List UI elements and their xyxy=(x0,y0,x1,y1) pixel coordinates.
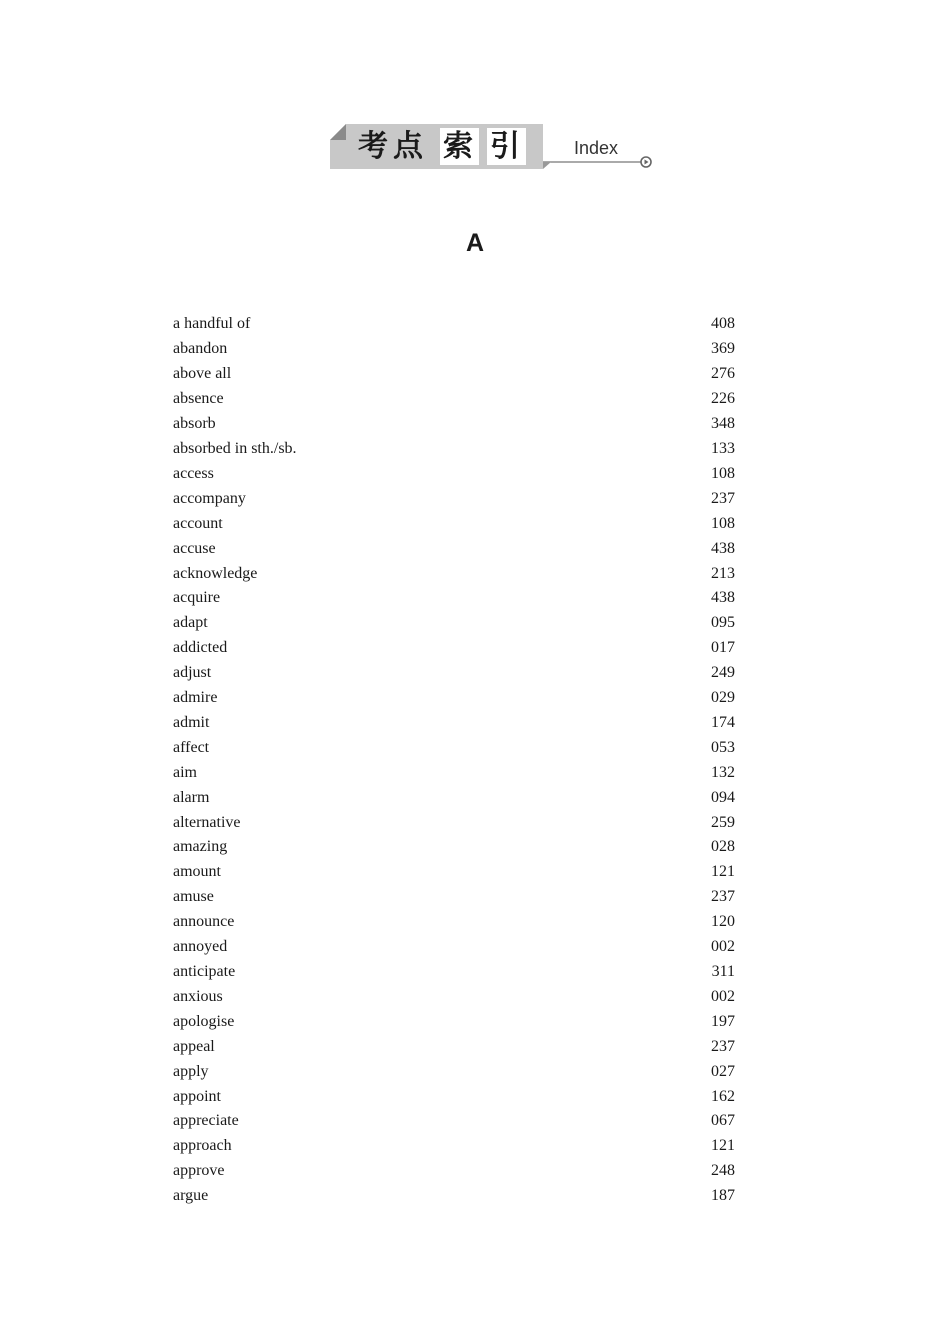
entry-page: 348 xyxy=(711,415,735,433)
entry-page: 067 xyxy=(711,1112,735,1130)
index-entry xyxy=(173,1009,735,1034)
entry-page: 121 xyxy=(711,1137,735,1155)
entry-page: 259 xyxy=(711,813,735,831)
index-label: Index xyxy=(574,138,619,158)
entry-term: abandon xyxy=(173,340,228,358)
entry-page: 311 xyxy=(711,963,735,981)
index-entry xyxy=(173,586,735,611)
entry-page: 226 xyxy=(711,390,735,408)
entry-page: 095 xyxy=(711,614,735,632)
entry-page: 094 xyxy=(711,788,735,806)
index-entry xyxy=(173,511,735,536)
entry-page: 017 xyxy=(711,639,735,657)
index-entry xyxy=(173,1184,735,1209)
entry-term: absorb xyxy=(173,415,216,433)
entry-page: 237 xyxy=(711,489,735,507)
index-entry xyxy=(173,984,735,1009)
index-entry xyxy=(173,461,735,486)
index-entry xyxy=(173,337,735,362)
index-entry xyxy=(173,810,735,835)
entry-term: anxious xyxy=(173,987,223,1005)
index-entry xyxy=(173,1034,735,1059)
index-entry xyxy=(173,735,735,760)
entry-term: a handful of xyxy=(173,315,251,333)
index-entries xyxy=(173,312,735,1209)
entry-page: 002 xyxy=(711,987,735,1005)
entry-page: 027 xyxy=(711,1062,735,1080)
index-entry xyxy=(173,760,735,785)
entry-page: 249 xyxy=(711,664,735,682)
entry-page: 237 xyxy=(711,1037,735,1055)
index-entry xyxy=(173,1159,735,1184)
entry-page: 174 xyxy=(711,713,735,731)
index-entry xyxy=(173,1109,735,1134)
title-char-3: 索 xyxy=(443,129,473,164)
entry-page: 120 xyxy=(711,913,735,931)
title-char-1: 考 xyxy=(358,129,388,164)
index-entry xyxy=(173,785,735,810)
entry-term: amuse xyxy=(173,888,214,906)
entry-term: amount xyxy=(173,863,221,881)
entry-term: absorbed in sth./sb. xyxy=(173,439,297,457)
entry-term: absence xyxy=(173,390,224,408)
entry-term: addicted xyxy=(173,639,228,657)
entry-page: 002 xyxy=(711,938,735,956)
index-entry xyxy=(173,312,735,337)
entry-term: appreciate xyxy=(173,1112,239,1130)
index-entry xyxy=(173,561,735,586)
entry-page: 121 xyxy=(711,863,735,881)
entry-page: 438 xyxy=(711,539,735,557)
index-entry xyxy=(173,636,735,661)
index-entry xyxy=(173,387,735,412)
index-entry xyxy=(173,486,735,511)
index-entry xyxy=(173,437,735,462)
entry-term: alarm xyxy=(173,788,210,806)
entry-term: apologise xyxy=(173,1012,235,1030)
index-entry xyxy=(173,860,735,885)
entry-term: argue xyxy=(173,1187,209,1205)
entry-page: 248 xyxy=(711,1162,735,1180)
entry-term: admire xyxy=(173,689,218,707)
entry-page: 408 xyxy=(711,315,735,333)
entry-page: 108 xyxy=(711,464,735,482)
entry-page: 029 xyxy=(711,689,735,707)
entry-page: 276 xyxy=(711,365,735,383)
entry-term: affect xyxy=(173,738,210,756)
entry-term: approach xyxy=(173,1137,232,1155)
entry-page: 108 xyxy=(711,514,735,532)
entry-term: apply xyxy=(173,1062,209,1080)
entry-page: 197 xyxy=(711,1012,735,1030)
entry-term: account xyxy=(173,514,223,532)
section-letter: A xyxy=(465,229,485,257)
entry-term: appeal xyxy=(173,1037,215,1055)
entry-term: alternative xyxy=(173,813,241,831)
entry-page: 132 xyxy=(711,763,735,781)
entry-page: 053 xyxy=(711,738,735,756)
entry-term: adapt xyxy=(173,614,208,632)
entry-term: appoint xyxy=(173,1087,221,1105)
index-entry xyxy=(173,910,735,935)
index-entry xyxy=(173,611,735,636)
index-entry xyxy=(173,1134,735,1159)
entry-term: acquire xyxy=(173,589,221,607)
index-entry xyxy=(173,661,735,686)
index-entry xyxy=(173,412,735,437)
entry-term: admit xyxy=(173,713,210,731)
entry-term: aim xyxy=(173,763,197,781)
index-entry xyxy=(173,935,735,960)
entry-page: 438 xyxy=(711,589,735,607)
entry-term: acknowledge xyxy=(173,564,258,582)
title-char-4: 引 xyxy=(490,129,520,164)
entry-term: approve xyxy=(173,1162,225,1180)
entry-page: 187 xyxy=(711,1187,735,1205)
index-entry xyxy=(173,835,735,860)
entry-term: adjust xyxy=(173,664,212,682)
entry-page: 162 xyxy=(711,1087,735,1105)
entry-page: 369 xyxy=(711,340,735,358)
index-entry xyxy=(173,686,735,711)
entry-page: 237 xyxy=(711,888,735,906)
entry-page: 213 xyxy=(711,564,735,582)
index-entry xyxy=(173,536,735,561)
index-entry xyxy=(173,885,735,910)
entry-term: accompany xyxy=(173,489,246,507)
entry-term: access xyxy=(173,464,214,482)
entry-term: anticipate xyxy=(173,963,236,981)
index-entry xyxy=(173,1059,735,1084)
entry-term: amazing xyxy=(173,838,228,856)
entry-term: announce xyxy=(173,913,235,931)
entry-term: accuse xyxy=(173,539,216,557)
index-entry xyxy=(173,711,735,736)
index-entry xyxy=(173,362,735,387)
entry-page: 028 xyxy=(711,838,735,856)
entry-term: annoyed xyxy=(173,938,228,956)
entry-page: 133 xyxy=(711,439,735,457)
entry-term: above all xyxy=(173,365,232,383)
index-entry xyxy=(173,1084,735,1109)
index-banner xyxy=(330,123,655,171)
title-char-2: 点 xyxy=(393,129,423,164)
index-entry xyxy=(173,960,735,985)
